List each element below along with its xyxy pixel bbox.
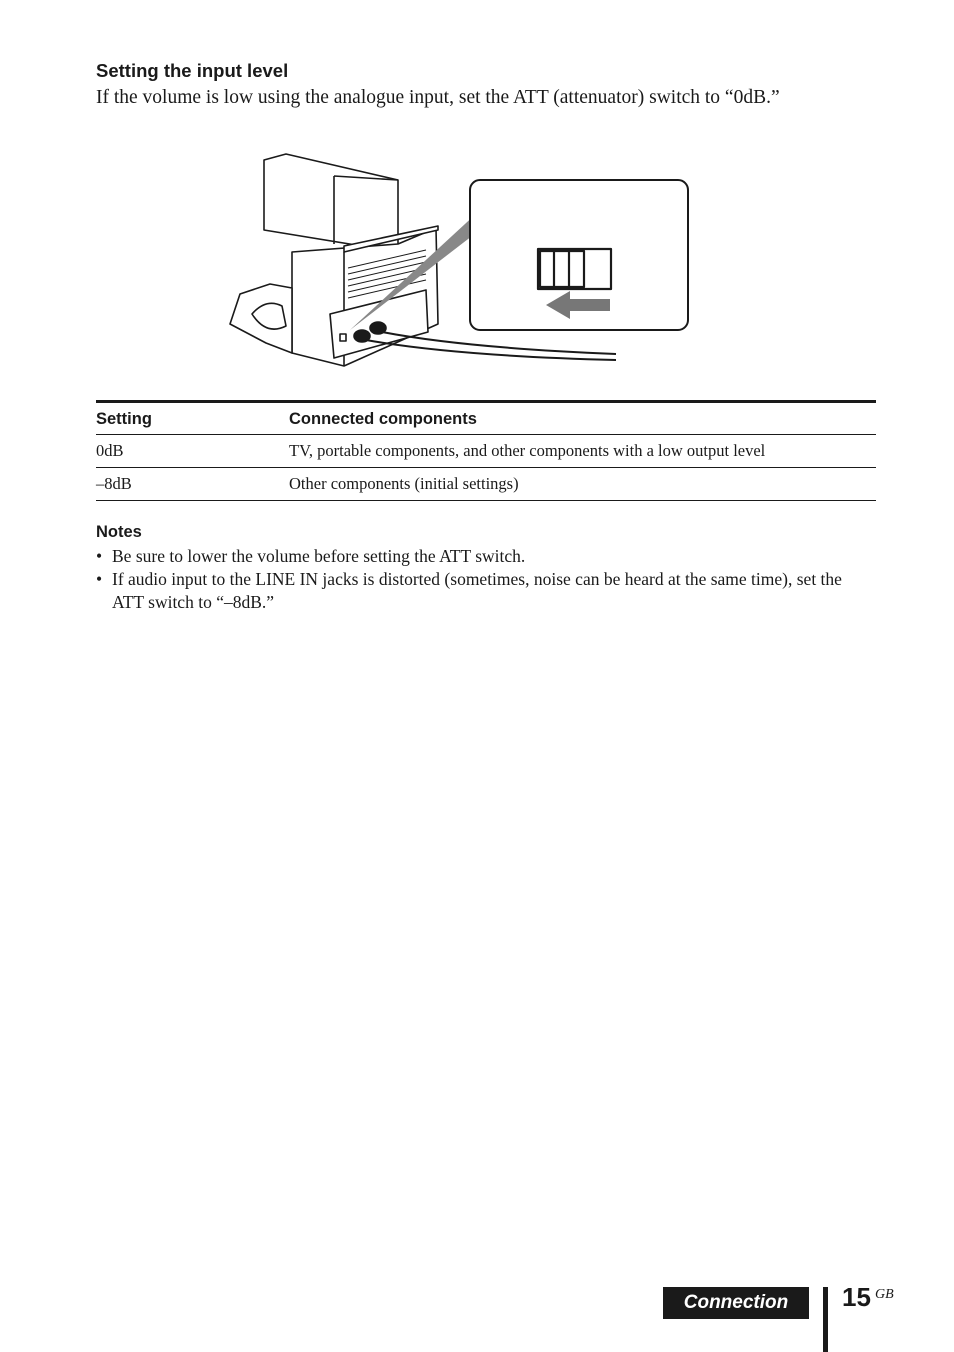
table-header-row xyxy=(96,402,876,435)
page-number-suffix: GB xyxy=(875,1287,894,1302)
settings-table xyxy=(96,400,876,501)
table-row xyxy=(96,468,876,501)
notes-list xyxy=(96,545,856,614)
note-item: • If audio input to the LINE IN jacks is distorted (sometimes, noise can be heard at the same time), set the ATT switch to “–8dB.” xyxy=(96,568,856,614)
setting-cell: 0dB xyxy=(96,435,289,468)
note-item: • Be sure to lower the volume before setting the ATT switch. xyxy=(96,545,856,568)
column-header-setting: Setting xyxy=(96,402,289,435)
att-switch-illustration xyxy=(226,148,696,373)
components-cell: Other components (initial settings) xyxy=(289,468,876,501)
section-tab: Connection xyxy=(663,1287,809,1319)
intro-paragraph: If the volume is low using the analogue input, set the ATT (attenuator) switch to “0dB.” xyxy=(96,87,780,108)
notes-heading: Notes xyxy=(96,523,142,541)
table-row xyxy=(96,435,876,468)
components-cell: TV, portable components, and other components with a low output level xyxy=(289,435,876,468)
page-number: 15 xyxy=(842,1282,871,1312)
section-heading: Setting the input level xyxy=(96,60,289,81)
footer-divider xyxy=(823,1287,828,1352)
column-header-connected-components: Connected components xyxy=(289,402,876,435)
setting-cell: –8dB xyxy=(96,468,289,501)
